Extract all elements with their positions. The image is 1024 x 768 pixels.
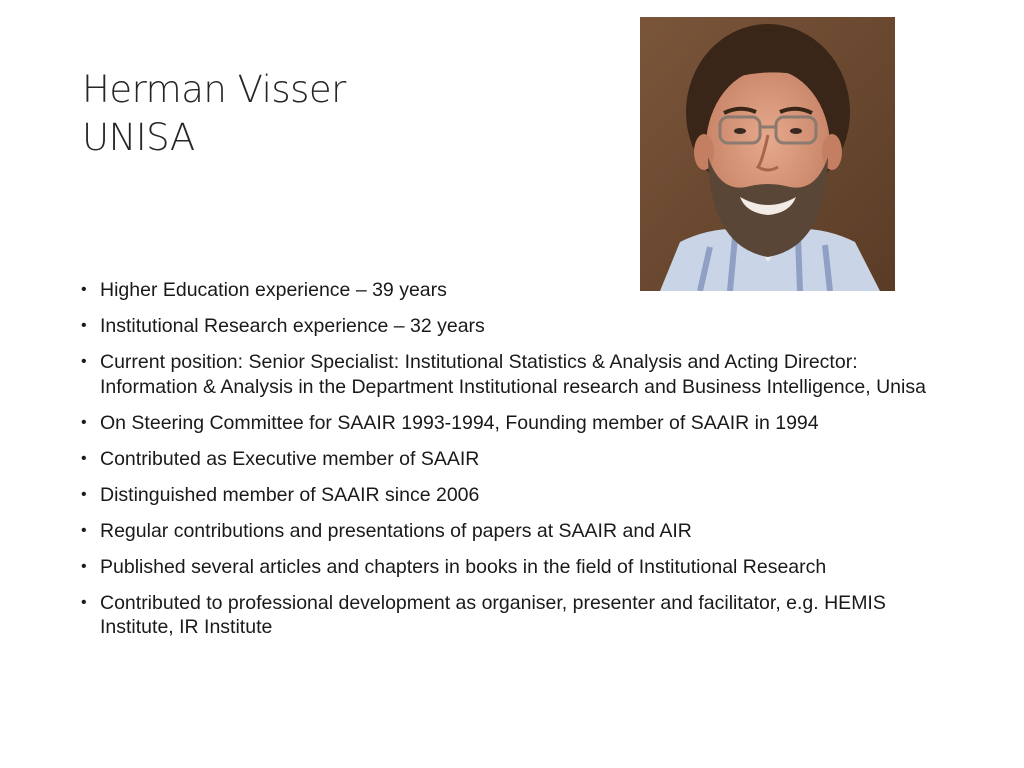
bullet-marker: • — [81, 485, 87, 503]
list-item — [78, 555, 958, 580]
bullet-text: On Steering Committee for SAAIR 1993-1994, Founding member of SAAIR in 1994 — [100, 411, 819, 434]
list-item — [78, 591, 958, 640]
list-item — [78, 350, 958, 399]
bullet-marker: • — [81, 521, 87, 539]
bullet-marker: • — [81, 353, 87, 370]
bullet-marker: • — [81, 317, 87, 334]
bullet-list — [78, 278, 958, 651]
bullet-text: Published several articles and chapters in books in the field of Institutional Research — [100, 555, 827, 578]
bullet-text: Contributed as Executive member of SAAIR — [100, 447, 480, 470]
bullet-text: Higher Education experience – 39 years — [100, 279, 447, 301]
bullet-text: Current position: Senior Specialist: Institutional Statistics & Analysis and Acting Director: Information & Analysis in the Department Institutional research and Business Intelligence, Unisa — [100, 351, 926, 398]
list-item — [78, 483, 958, 508]
list-item — [78, 411, 958, 436]
slide-title — [82, 66, 346, 162]
list-item — [78, 447, 958, 472]
list-item — [78, 278, 958, 303]
portrait-photo — [640, 17, 895, 291]
bullet-text: Distinguished member of SAAIR since 2006 — [100, 483, 480, 506]
bullet-marker: • — [81, 281, 87, 298]
bullet-marker: • — [81, 593, 87, 611]
bullet-text: Institutional Research experience – 32 years — [100, 315, 485, 337]
title-name: Herman Visser — [82, 68, 346, 111]
bullet-marker: • — [81, 413, 87, 431]
bullet-text: Contributed to professional development as organiser, presenter and facilitator, e.g. HEMIS Institute, IR Institute — [100, 591, 886, 638]
bullet-marker: • — [81, 557, 87, 575]
list-item — [78, 519, 958, 544]
list-item — [78, 314, 958, 339]
bullet-marker: • — [81, 449, 87, 467]
bullet-text: Regular contributions and presentations of papers at SAAIR and AIR — [100, 519, 692, 542]
portrait-illustration — [640, 17, 895, 291]
title-affiliation: UNISA — [82, 116, 195, 159]
